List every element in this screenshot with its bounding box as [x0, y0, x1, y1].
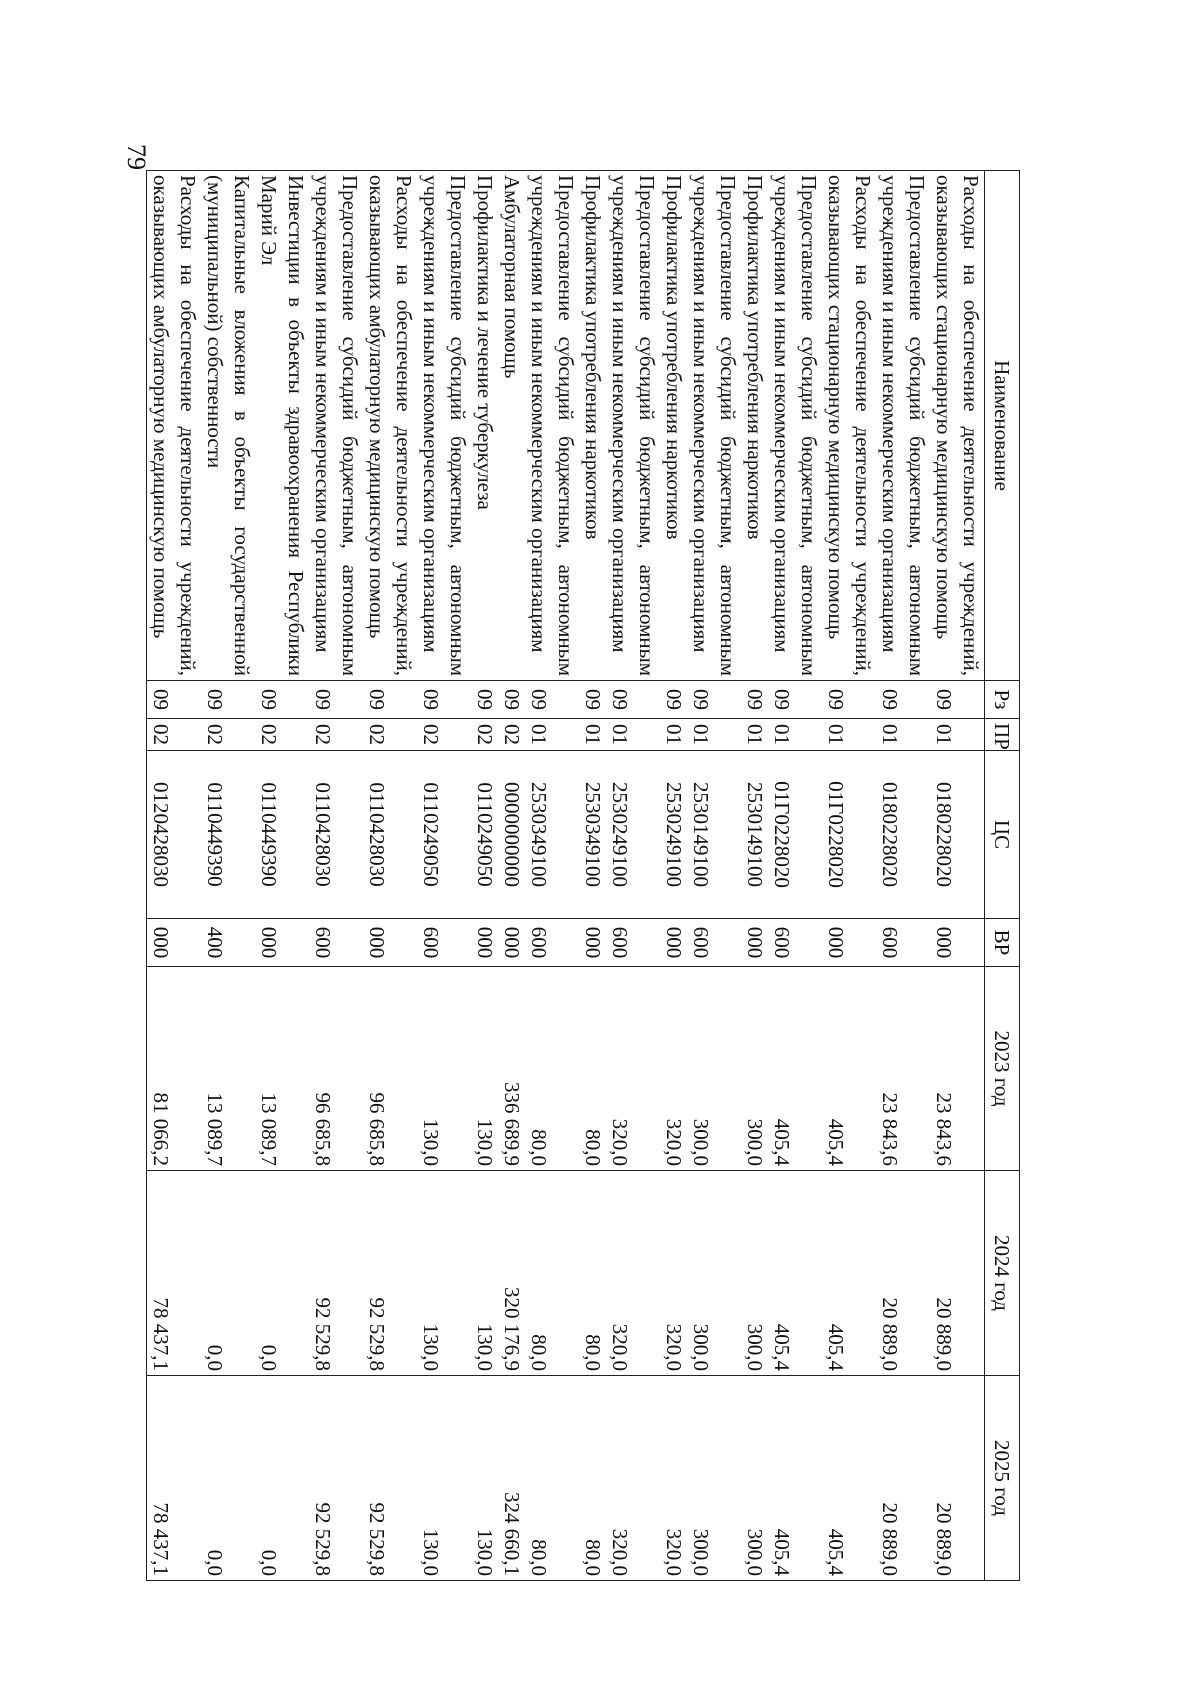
- row-vr-cell: 000: [930, 919, 985, 967]
- row-vr-cell: 600: [768, 919, 822, 967]
- row-name-cell: Предоставление субсидий бюджетным, автономным учреждениям и иным некоммерческим организациям: [309, 171, 363, 681]
- row-rz-cell: 09: [768, 681, 822, 719]
- row-2024-cell: 92 529,8: [363, 1171, 417, 1376]
- table-body: [147, 171, 985, 1581]
- row-cs-cell: 01Г0228020: [768, 751, 822, 919]
- row-2024-cell: 20 889,0: [930, 1171, 985, 1376]
- header-2023: 2023 год: [985, 967, 1020, 1171]
- row-2023-cell: 13 089,7: [255, 967, 309, 1171]
- row-vr-cell: 000: [579, 919, 606, 967]
- row-pr-cell: 02: [255, 719, 309, 751]
- row-2024-cell: 130,0: [471, 1171, 498, 1376]
- row-name-cell: Расходы на обеспечение деятельности учреждений, оказывающих стационарную медицинскую помощь: [930, 171, 985, 681]
- row-pr-cell: 02: [417, 719, 471, 751]
- row-rz-cell: 09: [498, 681, 525, 719]
- row-cs-cell: 0180228020: [876, 751, 930, 919]
- row-2025-cell: 0,0: [201, 1376, 255, 1581]
- row-pr-cell: 01: [606, 719, 660, 751]
- row-pr-cell: 01: [579, 719, 606, 751]
- row-cs-cell: 2530249100: [606, 751, 660, 919]
- row-cs-cell: 0000000000: [498, 751, 525, 919]
- row-vr-cell: 000: [660, 919, 687, 967]
- row-cs-cell: 2530149100: [687, 751, 741, 919]
- row-rz-cell: 09: [579, 681, 606, 719]
- row-vr-cell: 000: [147, 919, 202, 967]
- row-2023-cell: 96 685,8: [363, 967, 417, 1171]
- row-cs-cell: 0110428030: [363, 751, 417, 919]
- row-2024-cell: 130,0: [417, 1171, 471, 1376]
- row-2025-cell: 0,0: [255, 1376, 309, 1581]
- row-2023-cell: 405,4: [822, 967, 876, 1171]
- row-name-cell: Предоставление субсидий бюджетным, автономным учреждениям и иным некоммерческим организациям: [417, 171, 471, 681]
- row-rz-cell: 09: [741, 681, 768, 719]
- row-pr-cell: 01: [660, 719, 687, 751]
- row-pr-cell: 02: [498, 719, 525, 751]
- row-name-cell: Профилактика употребления наркотиков: [579, 171, 606, 681]
- table-header-row: [985, 171, 1020, 1581]
- row-name-cell: Предоставление субсидий бюджетным, автономным учреждениям и иным некоммерческим организациям: [768, 171, 822, 681]
- rotated-table-container: [149, 170, 1020, 1580]
- row-rz-cell: 09: [606, 681, 660, 719]
- row-name-cell: Расходы на обеспечение деятельности учреждений, оказывающих амбулаторную медицинскую помощь: [363, 171, 417, 681]
- row-vr-cell: 000: [741, 919, 768, 967]
- row-vr-cell: 600: [417, 919, 471, 967]
- table-row: [822, 171, 876, 1581]
- table-row: [471, 171, 498, 1581]
- table-row: [147, 171, 202, 1581]
- row-vr-cell: 000: [822, 919, 876, 967]
- row-2024-cell: 320,0: [660, 1171, 687, 1376]
- row-cs-cell: 2530149100: [741, 751, 768, 919]
- row-name-cell: Предоставление субсидий бюджетным, автономным учреждениям и иным некоммерческим организациям: [525, 171, 579, 681]
- row-pr-cell: 01: [822, 719, 876, 751]
- row-pr-cell: 01: [930, 719, 985, 751]
- row-vr-cell: 600: [687, 919, 741, 967]
- row-cs-cell: 2530249100: [660, 751, 687, 919]
- row-2024-cell: 405,4: [768, 1171, 822, 1376]
- row-cs-cell: 01Г0228020: [822, 751, 876, 919]
- row-rz-cell: 09: [687, 681, 741, 719]
- row-name-cell: Капитальные вложения в объекты государственной (муниципальной) собственности: [201, 171, 255, 681]
- row-rz-cell: 09: [255, 681, 309, 719]
- row-pr-cell: 01: [741, 719, 768, 751]
- header-pr: ПР: [985, 719, 1020, 751]
- header-vr: ВР: [985, 919, 1020, 967]
- row-2023-cell: 130,0: [471, 967, 498, 1171]
- row-pr-cell: 01: [876, 719, 930, 751]
- row-2025-cell: 324 660,1: [498, 1376, 525, 1581]
- table-row: [417, 171, 471, 1581]
- row-2025-cell: 92 529,8: [309, 1376, 363, 1581]
- row-rz-cell: 09: [930, 681, 985, 719]
- row-vr-cell: 000: [363, 919, 417, 967]
- row-2024-cell: 320 176,9: [498, 1171, 525, 1376]
- row-2024-cell: 405,4: [822, 1171, 876, 1376]
- row-name-cell: Расходы на обеспечение деятельности учреждений, оказывающих амбулаторную медицинскую помощь: [147, 171, 202, 681]
- row-vr-cell: 000: [471, 919, 498, 967]
- row-name-cell: Профилактика и лечение туберкулеза: [471, 171, 498, 681]
- row-2025-cell: 80,0: [579, 1376, 606, 1581]
- row-pr-cell: 01: [687, 719, 741, 751]
- header-name: Наименование: [985, 171, 1020, 681]
- row-pr-cell: 01: [525, 719, 579, 751]
- row-2025-cell: 130,0: [471, 1376, 498, 1581]
- row-rz-cell: 09: [822, 681, 876, 719]
- row-2024-cell: 92 529,8: [309, 1171, 363, 1376]
- row-name-cell: Амбулаторная помощь: [498, 171, 525, 681]
- row-vr-cell: 600: [606, 919, 660, 967]
- row-cs-cell: 0110249050: [471, 751, 498, 919]
- table-row: [201, 171, 255, 1581]
- table-row: [876, 171, 930, 1581]
- table-row: [660, 171, 687, 1581]
- budget-table: [146, 170, 1020, 1581]
- row-2025-cell: 130,0: [417, 1376, 471, 1581]
- row-rz-cell: 09: [660, 681, 687, 719]
- table-row: [579, 171, 606, 1581]
- row-cs-cell: 0110249050: [417, 751, 471, 919]
- row-2023-cell: 320,0: [606, 967, 660, 1171]
- row-rz-cell: 09: [471, 681, 498, 719]
- row-rz-cell: 09: [525, 681, 579, 719]
- row-vr-cell: 600: [876, 919, 930, 967]
- row-name-cell: Предоставление субсидий бюджетным, автономным учреждениям и иным некоммерческим организациям: [876, 171, 930, 681]
- row-2023-cell: 320,0: [660, 967, 687, 1171]
- row-2025-cell: 20 889,0: [930, 1376, 985, 1581]
- row-2024-cell: 300,0: [687, 1171, 741, 1376]
- row-2024-cell: 0,0: [255, 1171, 309, 1376]
- row-rz-cell: 09: [417, 681, 471, 719]
- table-row: [687, 171, 741, 1581]
- row-pr-cell: 01: [768, 719, 822, 751]
- row-2025-cell: 92 529,8: [363, 1376, 417, 1581]
- row-2024-cell: 300,0: [741, 1171, 768, 1376]
- table-row: [606, 171, 660, 1581]
- row-2024-cell: 80,0: [525, 1171, 579, 1376]
- row-name-cell: Предоставление субсидий бюджетным, автономным учреждениям и иным некоммерческим организациям: [687, 171, 741, 681]
- row-2025-cell: 78 437,1: [147, 1376, 202, 1581]
- row-cs-cell: 0110449390: [201, 751, 255, 919]
- table-row: [741, 171, 768, 1581]
- row-rz-cell: 09: [147, 681, 202, 719]
- row-pr-cell: 02: [309, 719, 363, 751]
- row-cs-cell: 0110449390: [255, 751, 309, 919]
- row-name-cell: Инвестиции в объекты здравоохранения Республики Марий Эл: [255, 171, 309, 681]
- row-2023-cell: 336 689,9: [498, 967, 525, 1171]
- row-2024-cell: 20 889,0: [876, 1171, 930, 1376]
- table-row: [525, 171, 579, 1581]
- row-pr-cell: 02: [363, 719, 417, 751]
- row-2023-cell: 300,0: [687, 967, 741, 1171]
- row-vr-cell: 400: [201, 919, 255, 967]
- table-row: [363, 171, 417, 1581]
- header-2024: 2024 год: [985, 1171, 1020, 1376]
- row-cs-cell: 2530349100: [525, 751, 579, 919]
- row-pr-cell: 02: [147, 719, 202, 751]
- table-row: [255, 171, 309, 1581]
- row-2023-cell: 300,0: [741, 967, 768, 1171]
- row-name-cell: Профилактика употребления наркотиков: [660, 171, 687, 681]
- row-pr-cell: 02: [201, 719, 255, 751]
- row-2023-cell: 405,4: [768, 967, 822, 1171]
- row-2025-cell: 405,4: [768, 1376, 822, 1581]
- row-2025-cell: 405,4: [822, 1376, 876, 1581]
- row-2023-cell: 81 066,2: [147, 967, 202, 1171]
- row-vr-cell: 000: [255, 919, 309, 967]
- row-name-cell: Предоставление субсидий бюджетным, автономным учреждениям и иным некоммерческим организациям: [606, 171, 660, 681]
- row-2023-cell: 80,0: [579, 967, 606, 1171]
- table-row: [930, 171, 985, 1581]
- row-pr-cell: 02: [471, 719, 498, 751]
- row-rz-cell: 09: [201, 681, 255, 719]
- table-row: [498, 171, 525, 1581]
- table-row: [768, 171, 822, 1581]
- row-2025-cell: 320,0: [606, 1376, 660, 1581]
- row-cs-cell: 0110428030: [309, 751, 363, 919]
- row-rz-cell: 09: [309, 681, 363, 719]
- header-cs: ЦС: [985, 751, 1020, 919]
- row-cs-cell: 2530349100: [579, 751, 606, 919]
- row-2025-cell: 300,0: [741, 1376, 768, 1581]
- row-2024-cell: 78 437,1: [147, 1171, 202, 1376]
- row-2023-cell: 23 843,6: [876, 967, 930, 1171]
- row-name-cell: Расходы на обеспечение деятельности учреждений, оказывающих стационарную медицинскую помощь: [822, 171, 876, 681]
- row-vr-cell: 600: [525, 919, 579, 967]
- page-number: 79: [122, 144, 151, 170]
- row-2023-cell: 23 843,6: [930, 967, 985, 1171]
- row-2024-cell: 320,0: [606, 1171, 660, 1376]
- row-2023-cell: 13 089,7: [201, 967, 255, 1171]
- row-2023-cell: 96 685,8: [309, 967, 363, 1171]
- header-2025: 2025 год: [985, 1376, 1020, 1581]
- row-rz-cell: 09: [363, 681, 417, 719]
- row-2023-cell: 80,0: [525, 967, 579, 1171]
- row-cs-cell: 0180228020: [930, 751, 985, 919]
- row-2025-cell: 300,0: [687, 1376, 741, 1581]
- row-vr-cell: 000: [498, 919, 525, 967]
- row-2025-cell: 320,0: [660, 1376, 687, 1581]
- row-name-cell: Профилактика употребления наркотиков: [741, 171, 768, 681]
- row-cs-cell: 0120428030: [147, 751, 202, 919]
- table-row: [309, 171, 363, 1581]
- row-2024-cell: 80,0: [579, 1171, 606, 1376]
- header-rz: Рз: [985, 681, 1020, 719]
- row-2025-cell: 80,0: [525, 1376, 579, 1581]
- row-vr-cell: 600: [309, 919, 363, 967]
- row-2023-cell: 130,0: [417, 967, 471, 1171]
- row-rz-cell: 09: [876, 681, 930, 719]
- row-2025-cell: 20 889,0: [876, 1376, 930, 1581]
- row-2024-cell: 0,0: [201, 1171, 255, 1376]
